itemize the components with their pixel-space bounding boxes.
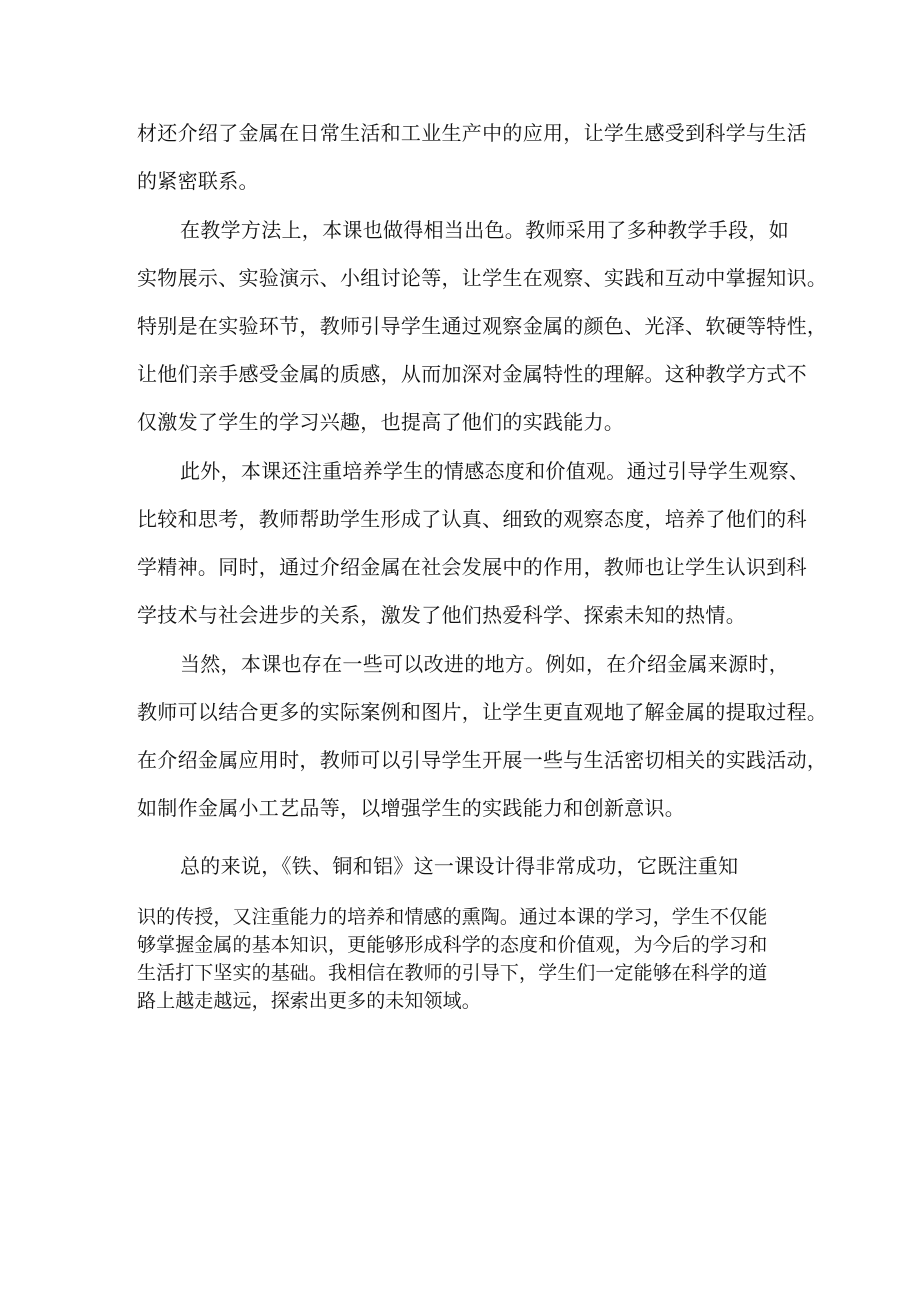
paragraph-4-line-3: 在介绍金属应用时，教师可以引导学生开展一些与生活密切相关的实践活动， xyxy=(137,748,828,772)
paragraph-3-line-4: 学技术与社会进步的关系，激发了他们热爱科学、探索未知的热情。 xyxy=(137,603,746,627)
paragraph-5-line-3: 够掌握金属的基本知识，更能够形成科学的态度和价值观，为今后的学习和 xyxy=(137,934,768,956)
paragraph-1-line-2: 的紧密联系。 xyxy=(137,169,259,193)
paragraph-2-line-1: 在教学方法上，本课也做得相当出色。教师采用了多种教学手段，如 xyxy=(180,218,789,242)
paragraph-5-line-4: 生活打下坚实的基础。我相信在教师的引导下，学生们一定能够在科学的道 xyxy=(137,962,768,984)
paragraph-5-line-1: 总的来说，《铁、铜和铝》这一课设计得非常成功，它既注重知 xyxy=(180,854,739,878)
paragraph-5-line-2: 识的传授，又注重能力的培养和情感的熏陶。通过本课的学习，学生不仅能 xyxy=(137,906,768,928)
paragraph-3-line-1: 此外，本课还注重培养学生的情感态度和价值观。通过引导学生观察、 xyxy=(180,459,810,483)
paragraph-5-line-5: 路上越走越远，探索出更多的未知领域。 xyxy=(137,990,481,1012)
paragraph-3-line-2: 比较和思考，教师帮助学生形成了认真、细致的观察态度，培养了他们的科 xyxy=(137,507,807,531)
paragraph-4-line-1: 当然，本课也存在一些可以改进的地方。例如，在介绍金属来源时， xyxy=(180,652,789,676)
paragraph-2-line-3: 特别是在实验环节，教师引导学生通过观察金属的颜色、光泽、软硬等特性， xyxy=(137,314,828,338)
paragraph-2-line-2: 实物展示、实验演示、小组讨论等，让学生在观察、实践和互动中掌握知识。 xyxy=(137,266,828,290)
paragraph-1-line-1: 材还介绍了金属在日常生活和工业生产中的应用，让学生感受到科学与生活 xyxy=(137,121,807,145)
paragraph-2-line-5: 仅激发了学生的学习兴趣，也提高了他们的实践能力。 xyxy=(137,410,625,434)
paragraph-4-line-2: 教师可以结合更多的实际案例和图片，让学生更直观地了解金属的提取过程。 xyxy=(137,700,828,724)
paragraph-4-line-4: 如制作金属小工艺品等，以增强学生的实践能力和创新意识。 xyxy=(137,796,686,820)
paragraph-3-line-3: 学精神。同时，通过介绍金属在社会发展中的作用，教师也让学生认识到科 xyxy=(137,555,807,579)
paragraph-2-line-4: 让他们亲手感受金属的质感，从而加深对金属特性的理解。这种教学方式不 xyxy=(137,362,807,386)
